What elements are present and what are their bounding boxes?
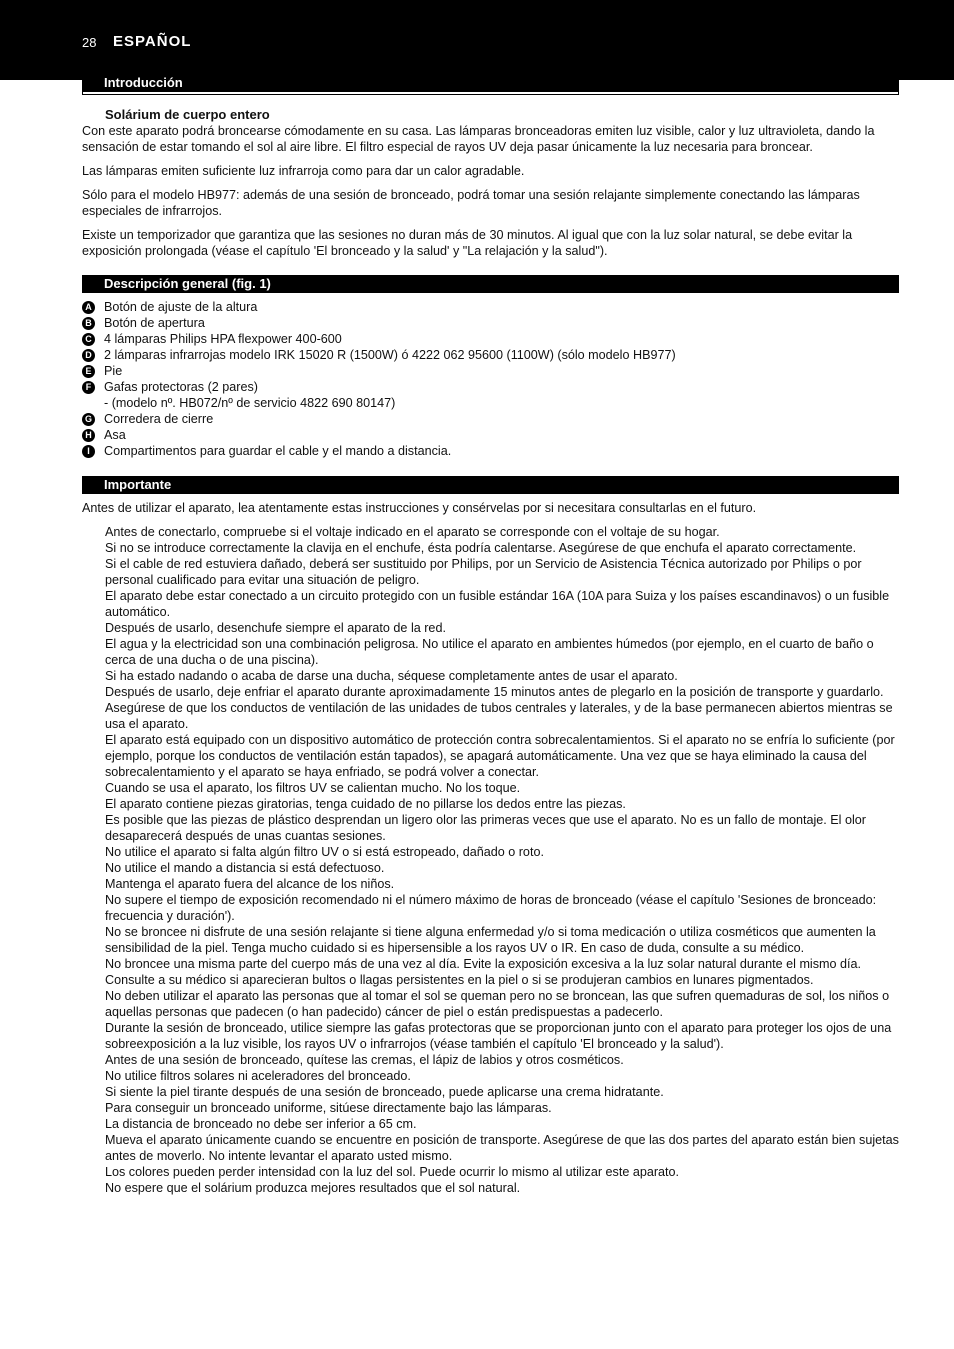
section-important-header [82, 476, 899, 494]
intro-paragraph: Sólo para el modelo HB977: además de una sesión de bronceado, podrá tomar una sesión relajante simplemente conectando las lámparas especiales de infrarrojos. [82, 188, 860, 218]
list-item: Antes de conectarlo, compruebe si el voltaje indicado en el aparato se corresponde con el voltaje de su hogar. [105, 525, 720, 539]
letter-marker: C [82, 333, 95, 346]
letter-marker: B [82, 317, 95, 330]
list-item: No deben utilizar el aparato las personas que al tomar el sol se queman pero no se broncean, las que sufren quemaduras de sol, los niños o aquellas personas que padecen (o han padecido) cáncer de piel o están predispuestas a padecerlo. [105, 989, 890, 1019]
list-item: I Compartimentos para guardar el cable y el mando a distancia. [82, 443, 902, 459]
list-item: No se broncee ni disfrute de una sesión relajante si tiene alguna enfermedad y/o si toma medicación o utiliza cosméticos que aumenten la sensibilidad de la piel. Tenga mucho cuidado si es hipersensible a los rayos UV o IR. En caso de duda, consulte a su médico. [105, 925, 876, 955]
letter-marker: F [82, 381, 95, 394]
list-item: Si siente la piel tirante después de una sesión de bronceado, puede aplicarse una crema hidratante. [105, 1085, 664, 1099]
intro-paragraph: Existe un temporizador que garantiza que las sesiones no duran más de 30 minutos. Al igual que con la luz solar natural, se debe evitar la exposición prolongada (véase el capítulo 'El bronceado y la salud' y "La relajación y la salud"). [82, 228, 853, 258]
list-item: Es posible que las piezas de plástico desprendan un ligero olor las primeras veces que use el aparato. No es un fallo de montaje. El olor desaparecerá después de unas cuantas sesiones. [105, 813, 866, 843]
intro-subtitle: Solárium de cuerpo entero [105, 107, 270, 122]
important-intro: Antes de utilizar el aparato, lea atentamente estas instrucciones y consérvelas por si necesitara consultarlas en el futuro. [82, 501, 757, 515]
section-description-header [82, 275, 899, 293]
section-important-title: Importante [104, 477, 172, 492]
letter-marker: A [82, 301, 95, 314]
list-item: F Gafas protectoras (2 pares) [82, 379, 902, 395]
list-item: Los colores pueden perder intensidad con la luz del sol. Puede ocurrir lo mismo al utilizar este aparato. [105, 1165, 680, 1179]
list-item: Si no se introduce correctamente la clavija en el enchufe, ésta podría calentarse. Asegúrese de que enchufa el aparato correctamente. [105, 541, 857, 555]
page-header [0, 0, 954, 80]
list-item: La distancia de bronceado no debe ser inferior a 65 cm. [105, 1117, 417, 1131]
letter-marker: H [82, 429, 95, 442]
description-list [82, 299, 902, 459]
list-item: No broncee una misma parte del cuerpo más de una vez al día. Evite la exposición excesiva a la luz solar natural durante el mismo día. [105, 957, 862, 971]
list-item: El aparato contiene piezas giratorias, tenga cuidado de no pillarse los dedos entre las piezas. [105, 797, 626, 811]
list-item: No utilice filtros solares ni aceleradores del bronceado. [105, 1069, 411, 1083]
intro-paragraph: Las lámparas emiten suficiente luz infrarroja como para dar un calor agradable. [82, 164, 525, 178]
list-item: E Pie [82, 363, 902, 379]
list-item: Cuando se usa el aparato, los filtros UV se calientan mucho. No los toque. [105, 781, 521, 795]
list-item: No utilice el aparato si falta algún filtro UV o si está estropeado, dañado o roto. [105, 845, 544, 859]
letter-marker: E [82, 365, 95, 378]
list-item: Mantenga el aparato fuera del alcance de los niños. [105, 877, 395, 891]
list-item: D 2 lámparas infrarrojas modelo IRK 15020 R (1500W) ó 4222 062 95600 (1100W) (sólo modelo HB977) [82, 347, 902, 363]
list-item: A Botón de ajuste de la altura [82, 299, 902, 315]
important-list [105, 524, 902, 1196]
list-item: No utilice el mando a distancia si está defectuoso. [105, 861, 385, 875]
letter-marker: G [82, 413, 95, 426]
list-item: El aparato está equipado con un dispositivo automático de protección contra sobrecalentamientos. Si el aparato no se enfría lo suficiente (por ejemplo, porque los conductos de ventilación están tapados), se apagará automáticamente. Una vez que se haya eliminado la causa del sobrecalentamiento y el aparato se haya enfriado, se podrá volver a conectar. [105, 733, 895, 779]
list-item: Si el cable de red estuviera dañado, deberá ser sustituido por Philips, por un Servicio de Asistencia Técnica autorizado por Philips o por personal cualificado para evitar una situación de peligro. [105, 557, 862, 587]
list-item: - (modelo nº. HB072/nº de servicio 4822 690 80147) [104, 396, 396, 410]
list-item: No supere el tiempo de exposición recomendado ni el número máximo de horas de bronceado (véase el capítulo 'Sesiones de bronceado: frecuencia y duración'). [105, 893, 877, 923]
page-number: 28 [82, 35, 97, 50]
letter-marker: D [82, 349, 95, 362]
intro-paragraph: Con este aparato podrá broncearse cómodamente en su casa. Las lámparas bronceadoras emiten luz visible, calor y luz ultravioleta, dando la sensación de estar tomando el sol al aire libre. El filtro especial de rayos UV deja pasar únicamente la luz necesaria para broncear. [82, 124, 875, 154]
list-item: Después de usarlo, deje enfriar el aparato durante aproximadamente 15 minutos antes de plegarlo en la posición de transporte y guardarlo. [105, 685, 884, 699]
list-item: Mueva el aparato únicamente cuando se encuentre en posición de transporte. Asegúrese de que las dos partes del aparato están bien sujetas antes de moverlo. No intente levantar el aparato usted mismo. [105, 1133, 899, 1163]
list-item: No espere que el solárium produzca mejores resultados que el sol natural. [105, 1181, 521, 1195]
list-item: Para conseguir un bronceado uniforme, sitúese directamente bajo las lámparas. [105, 1101, 552, 1115]
language-label: ESPAÑOL [113, 33, 192, 50]
section-intro-title: Introducción [104, 75, 183, 90]
list-item: G Corredera de cierre [82, 411, 902, 427]
list-item: El agua y la electricidad son una combinación peligrosa. No utilice el aparato en ambientes húmedos (por ejemplo, en el cuarto de baño o cerca de una ducha o de una piscina). [105, 637, 874, 667]
list-item: Asegúrese de que los conductos de ventilación de las unidades de tubos centrales y laterales, y de la base permanecen abiertos mientras se usa el aparato. [105, 701, 893, 731]
list-item: H Asa [82, 427, 902, 443]
list-item: Consulte a su médico si aparecieran bultos o llagas persistentes en la piel o si se produjeran cambios en lunares pigmentados. [105, 973, 814, 987]
letter-marker: I [82, 445, 95, 458]
intro-body [82, 123, 902, 267]
list-item: B Botón de apertura [82, 315, 902, 331]
list-item: Antes de una sesión de bronceado, quítese las cremas, el lápiz de labios y otros cosméticos. [105, 1053, 624, 1067]
list-item: C 4 lámparas Philips HPA flexpower 400-600 [82, 331, 902, 347]
section-intro-header [82, 74, 899, 92]
section-description-title: Descripción general (fig. 1) [104, 276, 271, 291]
list-item: Después de usarlo, desenchufe siempre el aparato de la red. [105, 621, 446, 635]
list-item: Durante la sesión de bronceado, utilice siempre las gafas protectoras que se proporcionan junto con el aparato para proteger los ojos de una sobreexposición a la luz visible, los rayos UV o infrarrojos (véase también el capítulo 'El bronceado y la salud'). [105, 1021, 892, 1051]
list-item: El aparato debe estar conectado a un circuito protegido con un fusible estándar 16A (10A para Suiza y los países escandinavos) o un fusible automático. [105, 589, 890, 619]
list-item: Si ha estado nadando o acaba de darse una ducha, séquese completamente antes de usar el aparato. [105, 669, 678, 683]
